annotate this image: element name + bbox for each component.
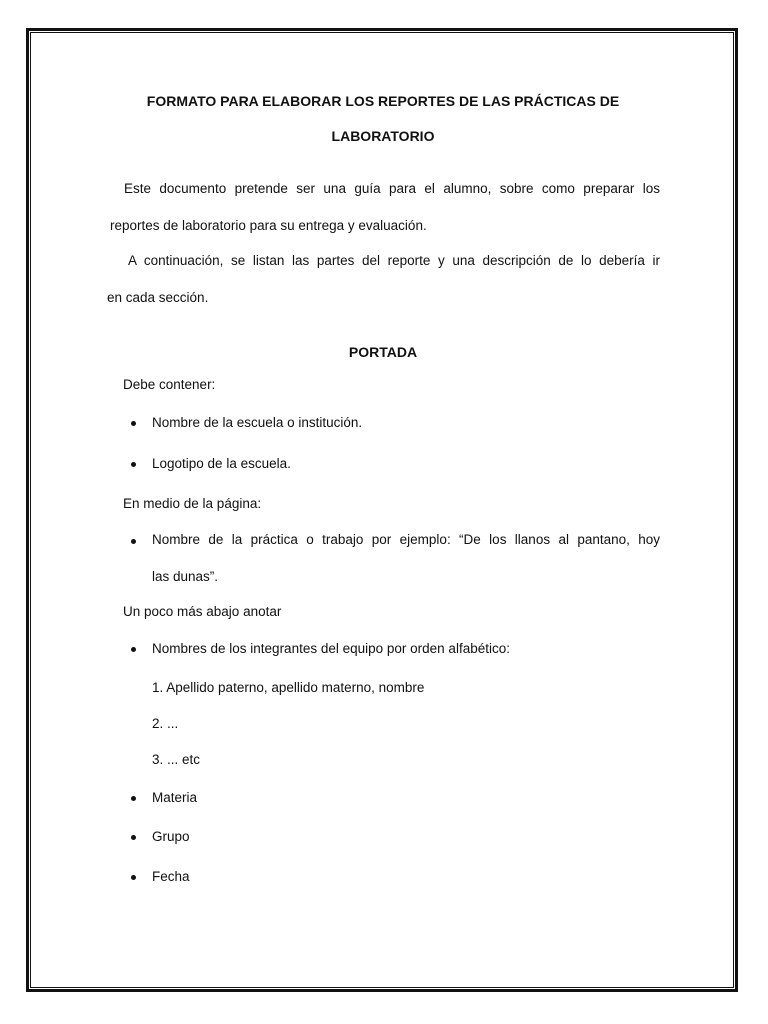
numbered-item-2: 2. ... [152,716,179,731]
document-title-line-1: FORMATO PARA ELABORAR LOS REPORTES DE LAS PRÁCTICAS DE [146,93,620,109]
bullet-practica-line-2: las dunas”. [152,569,219,584]
section-heading-portada: PORTADA [348,344,418,360]
debe-contener-label: Debe contener: [123,377,216,392]
bullet-escuela: Nombre de la escuela o institución. [152,415,363,430]
en-medio-label: En medio de la página: [123,496,262,511]
bullet-dot [131,875,136,880]
document-title-line-2: LABORATORIO [331,128,435,144]
bullet-fecha: Fecha [152,869,190,884]
bullet-logotipo: Logotipo de la escuela. [152,456,291,471]
numbered-item-3: 3. ... etc [152,752,201,767]
mas-abajo-label: Un poco más abajo anotar [123,604,282,619]
bullet-practica-line-1: Nombre de la práctica o trabajo por ejemplo: “De los llanos al pantano, hoy [152,532,660,547]
bullet-dot [131,421,136,426]
bullet-dot [131,647,136,652]
intro-paragraph-1-line-2: reportes de laboratorio para su entrega y evaluación. [110,218,427,233]
bullet-dot [131,462,136,467]
intro-paragraph-1-line-1: Este documento pretende ser una guía para el alumno, sobre como preparar los [124,181,660,196]
bullet-dot [131,539,136,544]
bullet-integrantes: Nombres de los integrantes del equipo por orden alfabético: [152,641,510,656]
bullet-grupo: Grupo [152,829,190,844]
bullet-dot [131,796,136,801]
bullet-dot [131,835,136,840]
bullet-materia: Materia [152,790,198,805]
intro-paragraph-2-line-1: A continuación, se listan las partes del reporte y una descripción de lo debería ir [128,253,660,268]
numbered-item-1: 1. Apellido paterno, apellido materno, nombre [152,680,425,695]
intro-paragraph-2-line-2: en cada sección. [107,290,209,305]
